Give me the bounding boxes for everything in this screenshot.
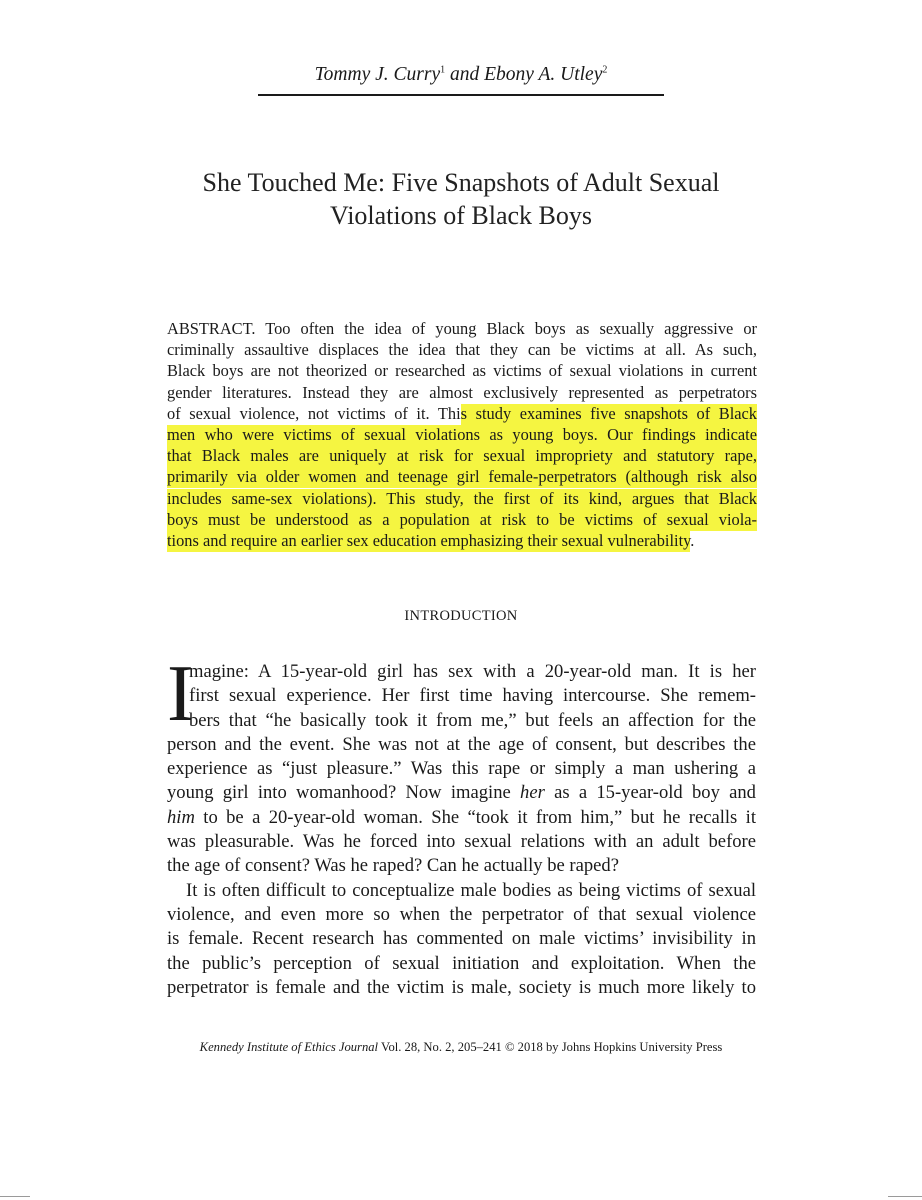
body-line: magine: A 15-year-old girl has sex with a 20-year-old man. It is her [189,661,756,682]
abstract-line [167,466,757,487]
abstract-text: of sexual violence, not victims of it. Thi [167,403,461,423]
body-line: first sexual experience. Her first time having intercourse. She remem- [189,685,756,707]
abstract-line [167,488,757,509]
paper-title-line-2: Violations of Black Boys [329,201,593,230]
highlighted-text: tions and require an earlier sex education emphasizing their sexual vulnerability [167,531,691,551]
highlighted-text: primarily via older women and teenage girl female-perpetrators (although risk also [167,467,757,487]
body-line: bers that “he basically took it from me,” but feels an affection for the [189,709,756,731]
body-line: the public’s perception of sexual initiation and exploitation. When the [167,952,756,974]
highlighted-text: boys must be understood as a population at risk to be victims of sexual viola- [167,509,757,529]
body-line: person and the event. She was not at the age of consent, but describes the [167,733,756,755]
journal-citation: Vol. 28, No. 2, 205–241 © 2018 by Johns Hopkins University Press [378,1040,723,1054]
body-line: was pleasurable. Was he forced into sexual relations with an adult before [167,831,756,853]
crop-mark-right [888,1196,922,1197]
paper-title-line-1: She Touched Me: Five Snapshots of Adult Sexual [202,168,720,197]
highlighted-text: includes same-sex violations). [167,488,377,508]
body-line: the age of consent? Was he raped? Can he actually be raped? [167,855,619,877]
emphasis-text: him [167,806,195,828]
author-line [0,62,922,88]
abstract-line [167,509,757,530]
body-text [167,650,756,1000]
body-line: It is often difficult to conceptualize male bodies as being victims of sexual [186,879,756,901]
body-line: is female. Recent research has commented on male victims’ invisibility in [167,928,756,950]
body-line: perpetrator is female and the victim is male, society is much more likely to [167,976,756,998]
abstract-line: criminally assaultive displaces the idea that they can be victims at all. As such, [167,340,757,360]
body-text-run: as a 15-year-old boy and [544,782,756,804]
highlighted-text: that Black males are uniquely at risk for sexual impropriety and statutory rape, [167,446,757,466]
abstract-line [167,530,757,551]
highlighted-text: s study examines five snapshots of Black [460,403,757,423]
abstract-line: gender literatures. Instead they are almost exclusively represented as perpetrators [167,382,757,402]
body-line: violence, and even more so when the perpetrator of that sexual violence [167,903,756,925]
journal-name: Kennedy Institute of Ethics Journal [199,1040,379,1054]
body-line [167,781,756,805]
drop-cap: I [167,650,194,738]
abstract-line [167,403,757,424]
author-1-name: Tommy J. Curry [314,64,441,85]
section-heading: INTRODUCTION [404,608,518,624]
body-line: experience as “just pleasure.” Was this rape or simply a man ushering a [167,758,756,780]
body-text-run: to be a 20-year-old woman. She “took it from him,” but he recalls it [194,806,756,828]
abstract-line [167,424,757,445]
journal-footer [0,1040,922,1055]
body-line [167,806,756,830]
abstract-text: . [690,531,695,551]
paper-title [120,166,802,232]
abstract-line [167,445,757,466]
crop-mark-left [0,1196,30,1197]
author-2-affiliation-mark: 2 [602,64,608,76]
abstract-line: Black boys are not theorized or researched as victims of sexual violations in current [167,361,757,381]
abstract-line: ABSTRACT. Too often the idea of young Black boys as sexually aggressive or [167,319,757,338]
abstract [167,318,757,551]
author-1-affiliation-mark: 1 [440,64,446,76]
author-2-name: Ebony A. Utley [484,64,603,85]
highlighted-text: men who were victims of sexual violations as young boys. Our findings indicate [167,425,757,445]
author-connector: and [445,64,485,85]
emphasis-text: her [520,782,545,804]
author-underline-rule [258,94,664,96]
body-text-run: young girl into womanhood? Now imagine [167,782,521,804]
highlighted-text: This study, the first of its kind, argues that Black [376,488,758,508]
